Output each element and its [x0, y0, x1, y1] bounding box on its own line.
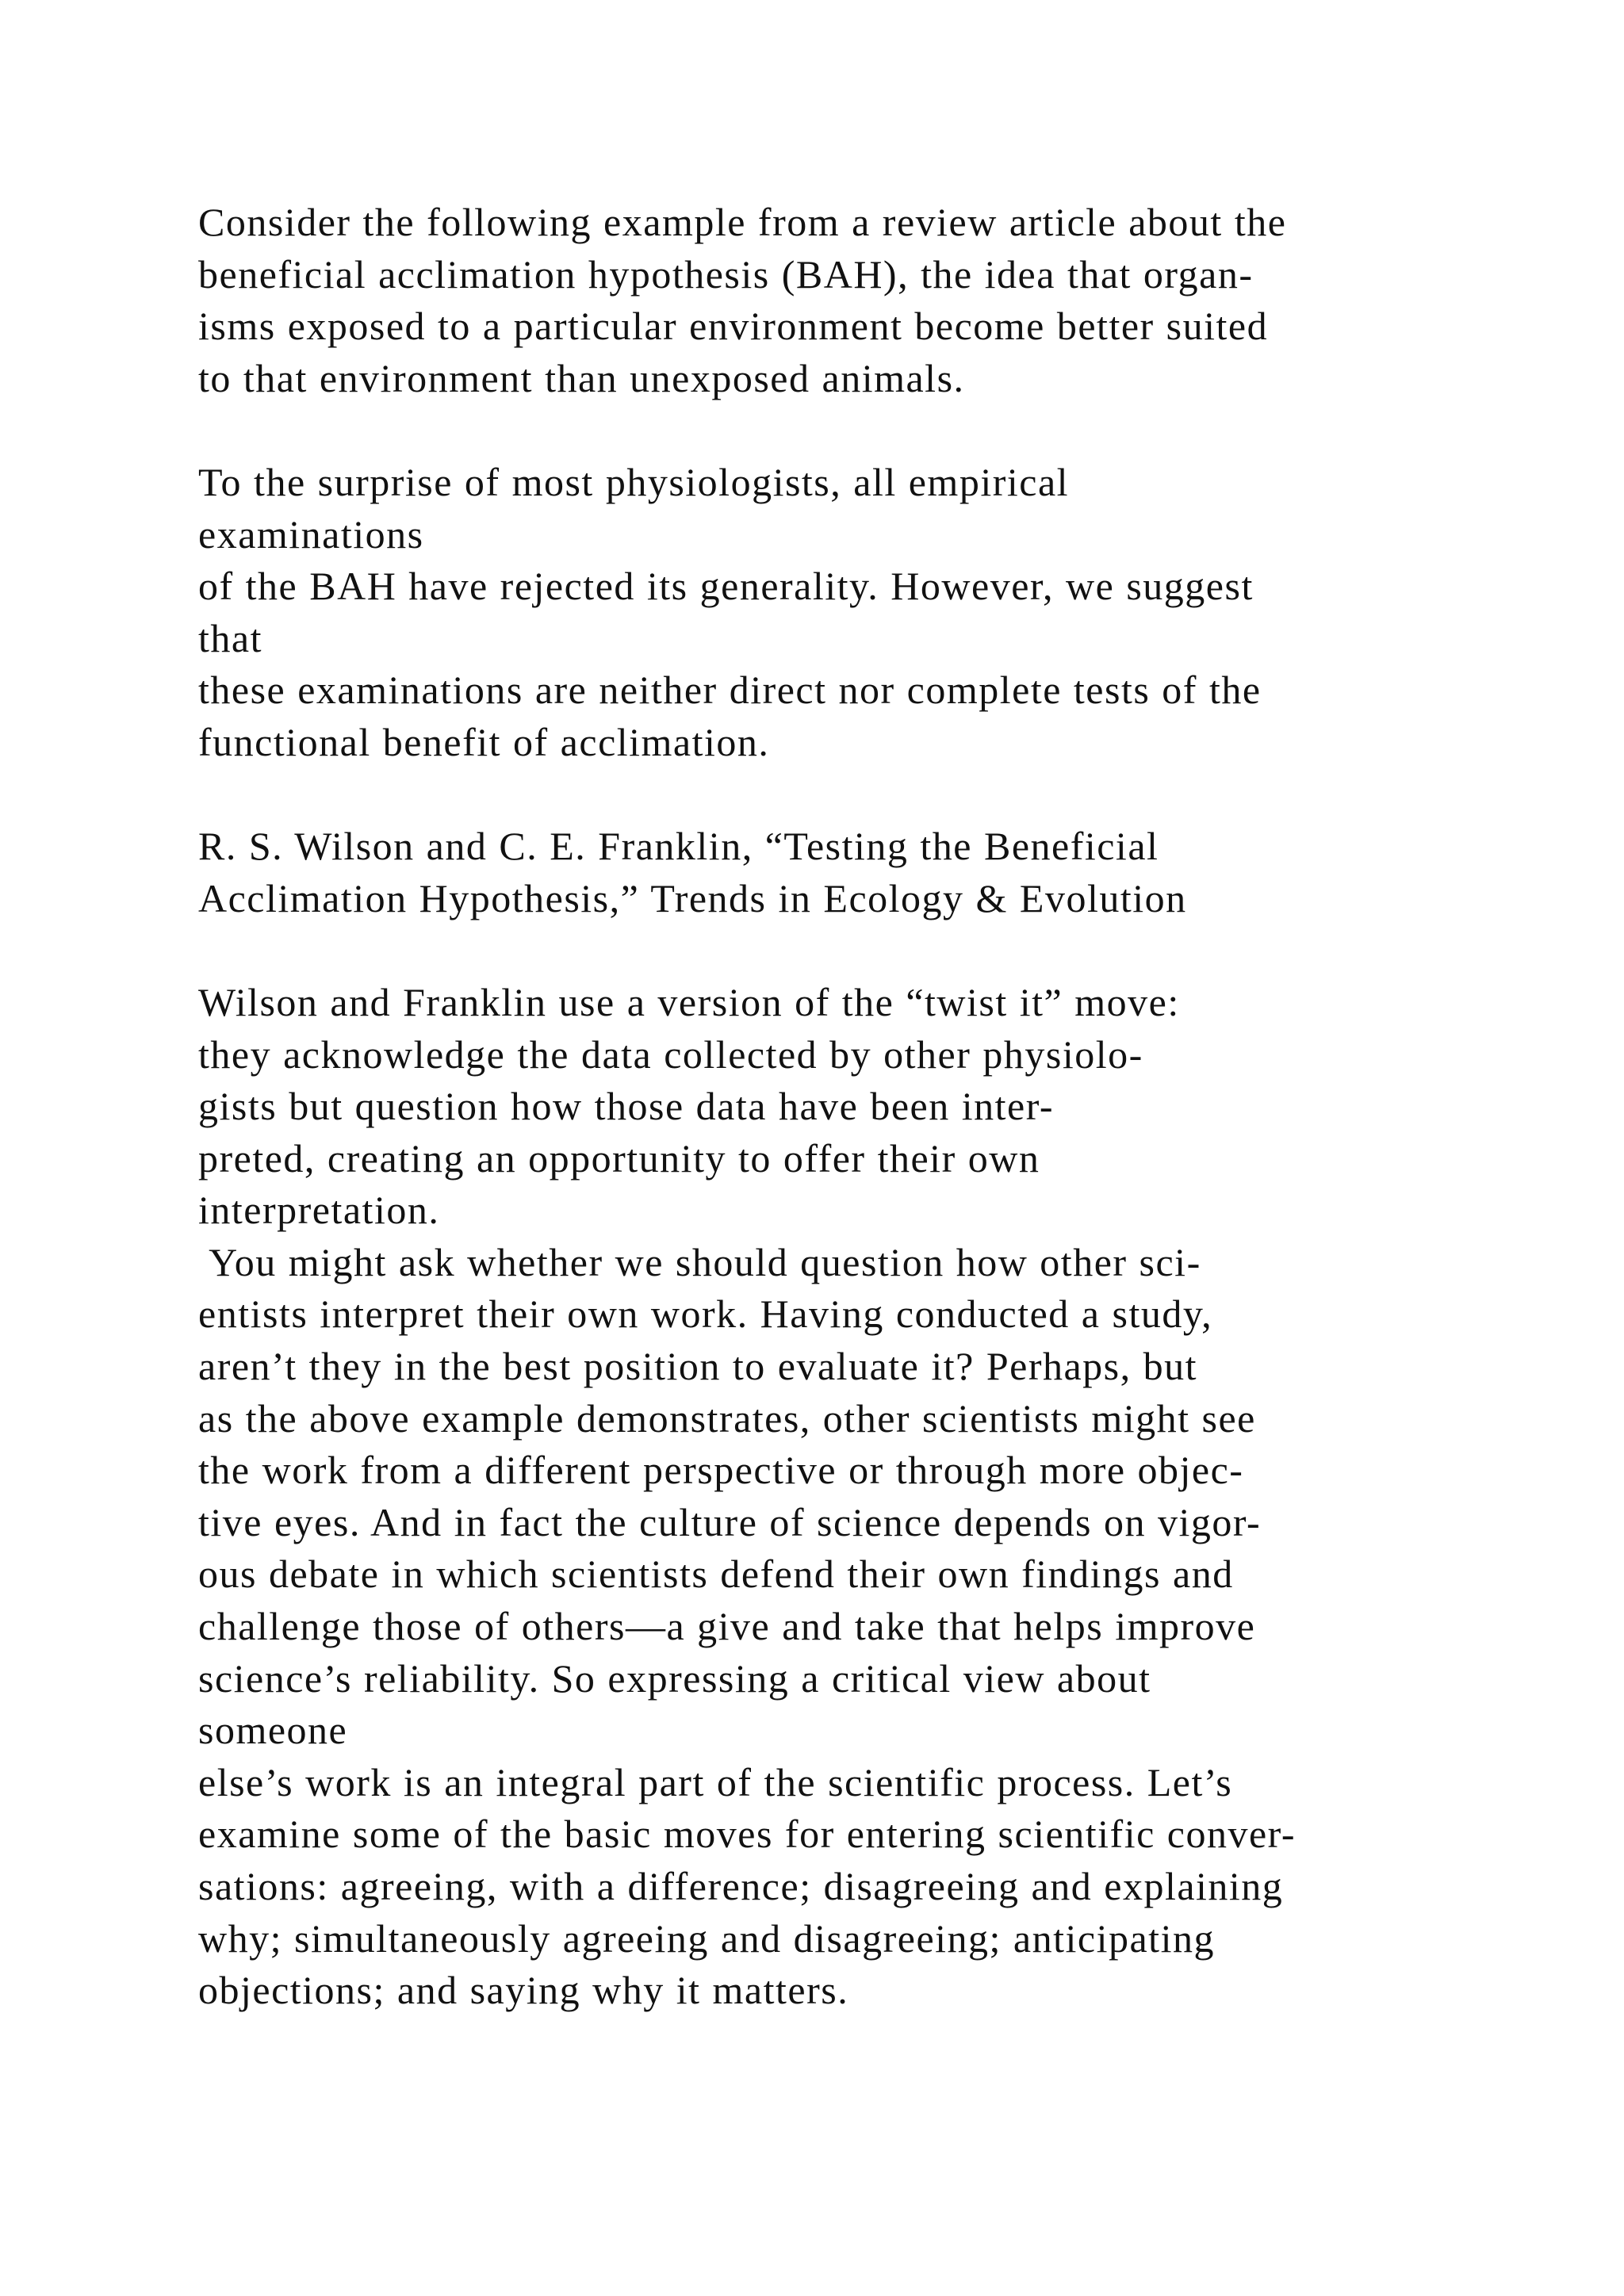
paragraph-spacer	[198, 924, 1499, 977]
block-quote	[198, 457, 1499, 769]
citation	[198, 821, 1499, 924]
document-body	[198, 197, 1499, 2017]
text-line: science’s reliability. So expressing a critical view about	[198, 1655, 1151, 1701]
analysis-paragraph	[198, 977, 1499, 2017]
text-line: Consider the following example from a review article about the	[198, 200, 1287, 244]
text-line: R. S. Wilson and C. E. Franklin, “Testing the Beneficial	[198, 824, 1159, 869]
text-line: beneficial acclimation hypothesis (BAH), the idea that organ-	[198, 251, 1254, 297]
text-line: the work from a different perspective or through more objec-	[198, 1448, 1244, 1493]
text-line: Acclimation Hypothesis,” Trends in Ecology & Evolution	[198, 875, 1187, 920]
text-line: isms exposed to a particular environment become better suited	[198, 304, 1269, 349]
text-line: that	[198, 615, 262, 660]
text-line: they acknowledge the data collected by other physiolo-	[198, 1031, 1143, 1077]
text-line: someone	[198, 1708, 348, 1753]
text-line: ous debate in which scientists defend their own findings and	[198, 1552, 1234, 1597]
text-line: sations: agreeing, with a difference; disagreeing and explaining	[198, 1864, 1284, 1908]
text-line: examinations	[198, 511, 424, 557]
text-line: of the BAH have rejected its generality. However, we suggest	[198, 564, 1254, 609]
text-line: else’s work is an integral part of the scientific process. Let’s	[198, 1759, 1233, 1804]
text-line: You might ask whether we should question how other sci-	[198, 1239, 1201, 1284]
paragraph-spacer	[198, 404, 1499, 457]
text-line: entists interpret their own work. Having conducted a study,	[198, 1292, 1213, 1337]
text-line: tive eyes. And in fact the culture of science depends on vigor-	[198, 1499, 1262, 1544]
text-line: aren’t they in the best position to evaluate it? Perhaps, but	[198, 1344, 1198, 1389]
text-line: To the surprise of most physiologists, all empirical	[198, 459, 1070, 504]
text-line: challenge those of others—a give and take that helps improve	[198, 1604, 1256, 1649]
paragraph-spacer	[198, 769, 1499, 821]
text-line: interpretation.	[198, 1188, 440, 1233]
text-line: functional benefit of acclimation.	[198, 719, 770, 764]
text-line: objections; and saying why it matters.	[198, 1968, 849, 2013]
text-line: preted, creating an opportunity to offer their own	[198, 1135, 1040, 1181]
text-line: Wilson and Franklin use a version of the “twist it” move:	[198, 979, 1180, 1024]
text-line: to that environment than unexposed animals.	[198, 355, 965, 400]
intro-paragraph	[198, 197, 1499, 404]
text-line: gists but question how those data have been inter-	[198, 1084, 1054, 1129]
text-line: these examinations are neither direct nor complete tests of the	[198, 668, 1262, 713]
text-line: examine some of the basic moves for entering scientific conver-	[198, 1812, 1296, 1857]
text-line: why; simultaneously agreeing and disagreeing; anticipating	[198, 1915, 1215, 1961]
text-line: as the above example demonstrates, other scientists might see	[198, 1395, 1256, 1441]
